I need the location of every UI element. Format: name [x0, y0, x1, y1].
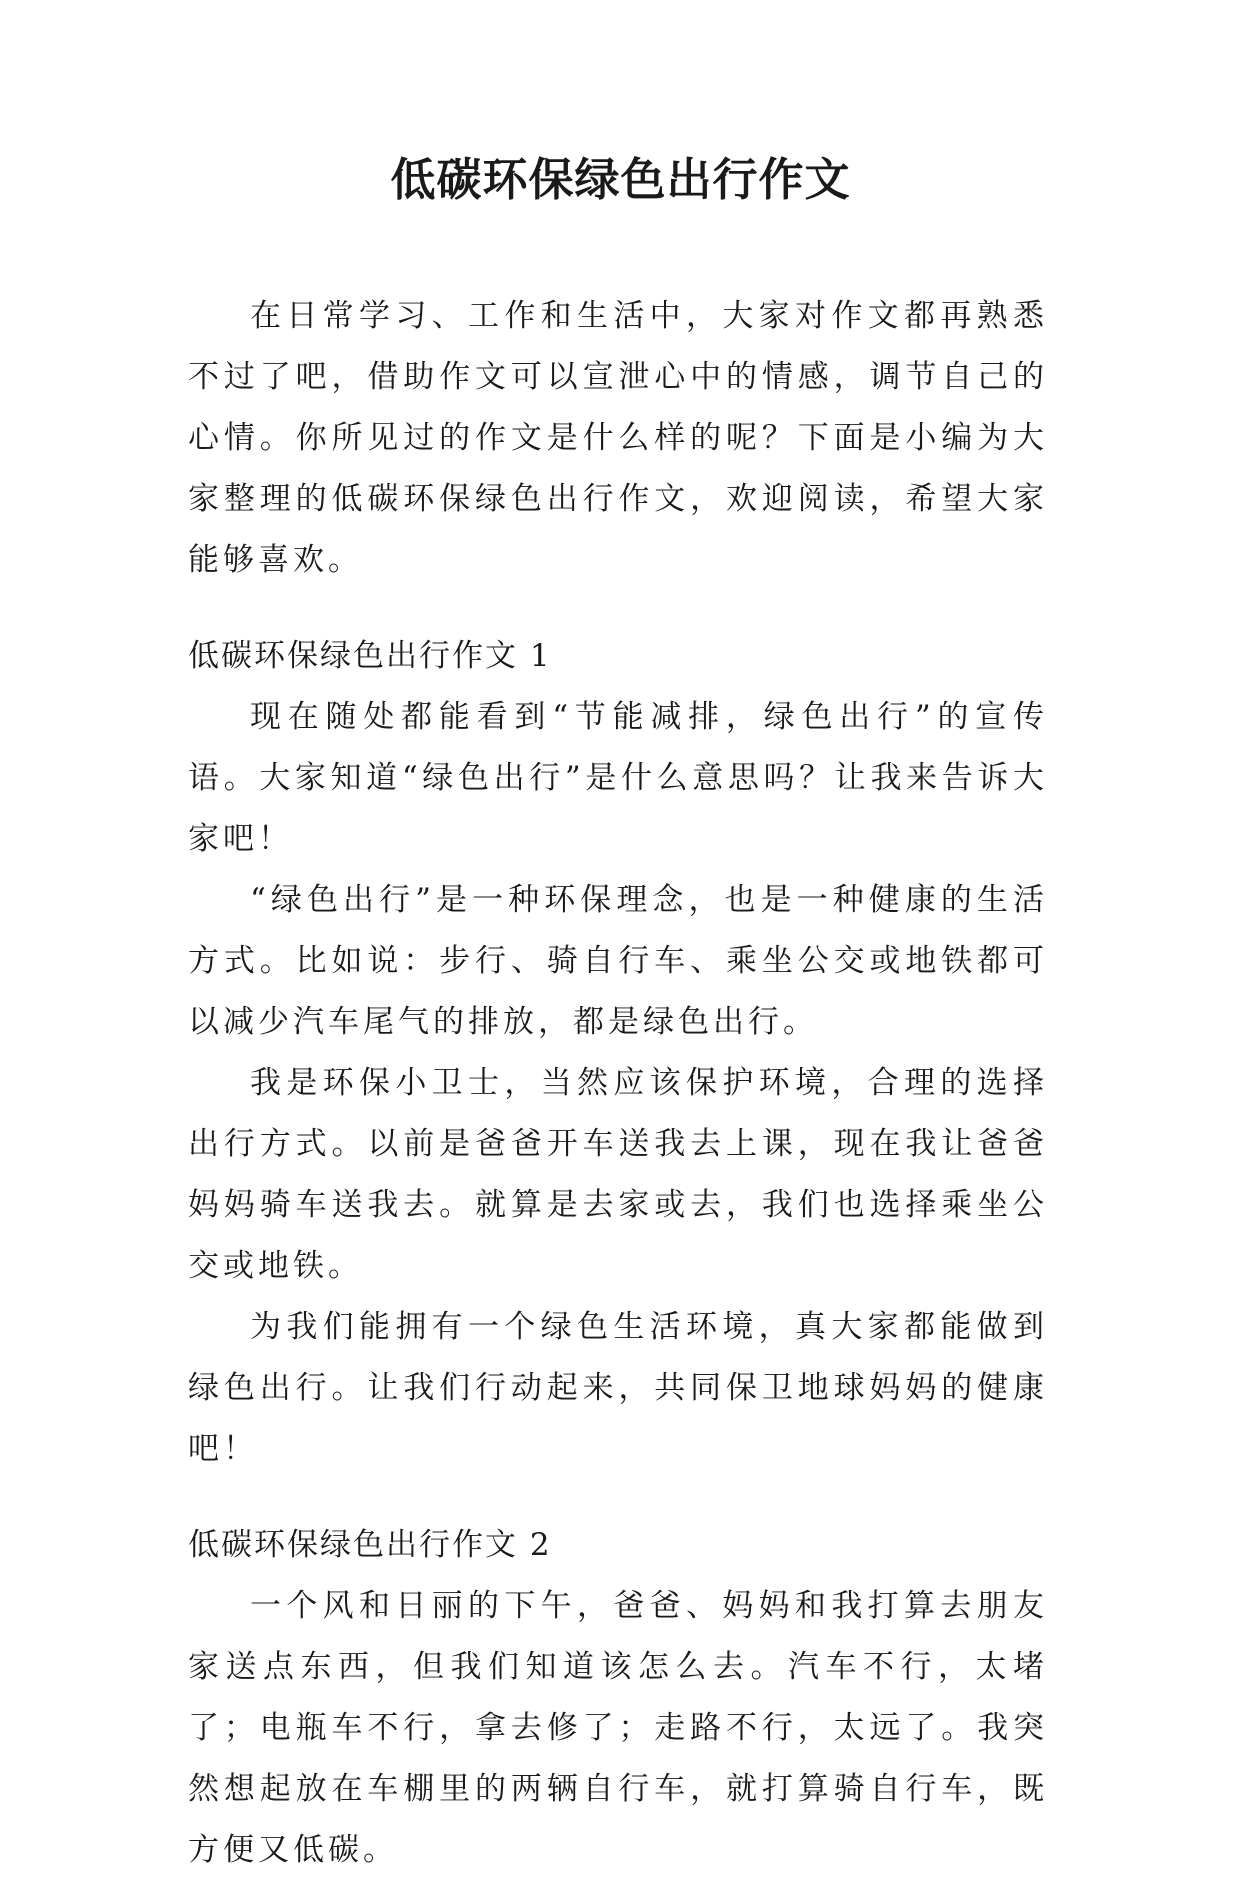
section-heading: 低碳环保绿色出行作文 2 — [188, 1527, 552, 1563]
body-paragraph: “绿色出行”是一种环保理念，也是一种健康的生活方式。比如说：步行、骑自行车、乘坐公交或地铁都可以减少汽车尾气的排放，都是绿色出行。 — [188, 882, 1048, 1040]
essay-section-2 — [188, 1515, 1048, 1881]
body-paragraph: 为我们能拥有一个绿色生活环境，真大家都能做到绿色出行。让我们行动起来，共同保卫地球妈妈的健康吧！ — [188, 1309, 1048, 1467]
intro-paragraph: 在日常学习、工作和生活中，大家对作文都再熟悉不过了吧，借助作文可以宣泄心中的情感，调节自己的心情。你所见过的作文是什么样的呢？下面是小编为大家整理的低碳环保绿色出行作文，欢迎阅读，希望大家能够喜欢。 — [188, 298, 1048, 578]
body-paragraph: 现在随处都能看到“节能减排，绿色出行”的宣传语。大家知道“绿色出行”是什么意思吗？让我来告诉大家吧！ — [188, 699, 1048, 857]
section-spacer — [188, 1480, 1048, 1515]
document-title: 低碳环保绿色出行作文 — [390, 153, 851, 206]
section-heading: 低碳环保绿色出行作文 1 — [188, 638, 552, 674]
section-spacer — [188, 591, 1048, 626]
essay-section-1 — [188, 626, 1048, 1480]
body-paragraph: 一个风和日丽的下午，爸爸、妈妈和我打算去朋友家送点东西，但我们知道该怎么去。汽车不行，太堵了；电瓶车不行，拿去修了；走路不行，太远了。我突然想起放在车棚里的两辆自行车，就打算骑自行车，既方便又低碳。 — [188, 1588, 1048, 1868]
document-body — [188, 286, 1048, 1881]
body-paragraph: 我是环保小卫士，当然应该保护环境，合理的选择出行方式。以前是爸爸开车送我去上课，现在我让爸爸妈妈骑车送我去。就算是去家或去，我们也选择乘坐公交或地铁。 — [188, 1065, 1048, 1284]
